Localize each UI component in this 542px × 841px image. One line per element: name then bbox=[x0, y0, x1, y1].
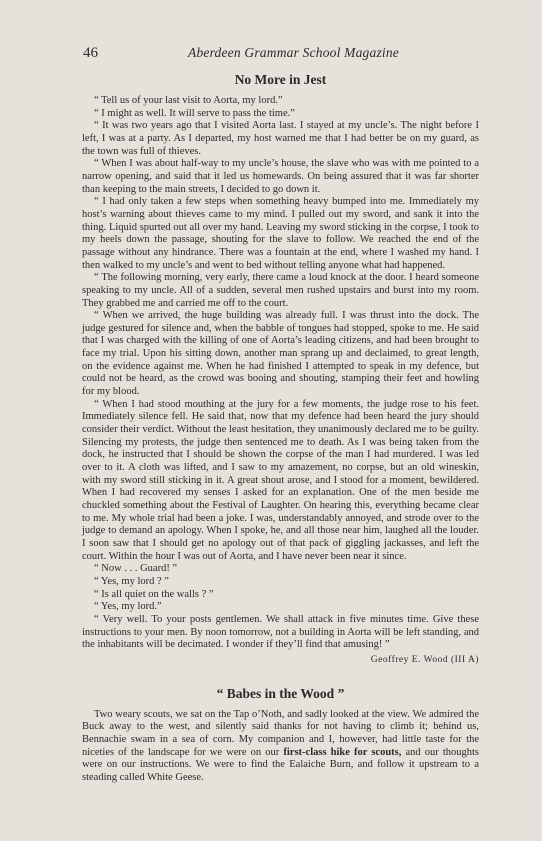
paragraph: “ When we arrived, the huge building was already full. I was thrust into the dock. The judge gestured for silence and, when the babble of tongues had stopped, spoke to me. He said that I was charged with the killing of one of Aorta’s leading citizens, and had been brought to face my trial. Upon his sitting down, another man sprang up and declaimed, to great length, on the evidence against me. When he had finished I attempted to speak in my defence, but could not be heard, as the crowd was booing and shouting, stamping their feet and howling for my blood. bbox=[82, 310, 479, 398]
dialogue-line: “ Now . . . Guard! ” bbox=[94, 563, 178, 575]
paragraph: “ When I was about half-way to my uncle’s house, the slave who was with me pointed to a narrow opening, and said that it led us homewards. On being assured that it was far shorter than keeping to the main streets, I decided to go down it. bbox=[82, 158, 479, 195]
paragraph-text: Two weary scouts, we sat on the Tap o’Noth, and sadly looked at the view. We admired the Buck away to the west, and silently said thanks for not having to climb it; behind us, Bennachie swam in a sea of corn. My companion and I, however, had little taste for the niceties of the landscape for we were on our bbox=[82, 708, 479, 758]
page-header bbox=[82, 38, 479, 60]
bold-phrase: first-class hike for scouts, bbox=[283, 746, 402, 758]
page-number: 46 bbox=[83, 45, 98, 61]
dialogue-line: “ Yes, my lord.” bbox=[94, 601, 162, 613]
magazine-title: Aberdeen Grammar School Magazine bbox=[188, 45, 399, 60]
paragraph: “ When I had stood mouthing at the jury for a few moments, the judge rose to his feet. Immediately silence fell. He said that, now that my defence had been heard the jury should consider their verdict. Without the least hesitation, they unanimously declared me to be guilty. Silencing my protests, the judge then sentenced me to death. As I was being taken from the dock, he instructed that I should be shown the corpse of the man I had murdered. I was led over to it. A cloth was lifted, and I saw to my amazement, no corpse, but an old wineskin, with my sword still sticking in it. A great shout arose, and I stood for a moment, bewildered. When I had recovered my senses I asked for an explanation. One of the men beside me chuckled something about the Festival of Laughter. On hearing this, everything became clear to me. My whole trial had been a joke. I was, understandably annoyed, and strode over to the judge to demand an apology. When I spoke, he, and all those near him, laughed all the louder. I soon saw that I should get no apology out of that pack of giggling jackasses, and left the court. Within the hour I was out of Aorta, and I have never been near it since. bbox=[82, 398, 479, 562]
article-body bbox=[82, 95, 479, 652]
paragraph: “ Very well. To your posts gentlemen. We shall attack in five minutes time. Give these instructions to your men. By noon tomorrow, not a building in Aorta will be left standing, and the inhabitants will be decimated. I wonder if they’ll find that amusing! ” bbox=[82, 613, 479, 651]
article-title: “ Babes in the Wood ” bbox=[216, 685, 345, 701]
paragraph: “ The following morning, very early, there came a loud knock at the door. I heard someone speaking to my uncle. All of a sudden, several men rushed upstairs and burst into my room. They grabbed me and carried me off to the court. bbox=[82, 272, 479, 309]
author-signature: Geoffrey E. Wood (III A) bbox=[370, 654, 479, 665]
paragraph: “ It was two years ago that I visited Aorta last. I stayed at my uncle’s. The night before I left, I was at a party. As I departed, my host warned me that I had better be on my guard, as the town was full of thieves. bbox=[82, 120, 479, 157]
paragraph: “ Tell us of your last visit to Aorta, my lord.” bbox=[94, 95, 283, 106]
dialogue-line: “ Yes, my lord ? ” bbox=[94, 575, 169, 587]
paragraph-text: and our thoughts were on our instructions. We were to find the Ealaiche Burn, and follow it upstream to a steading called White Geese. bbox=[82, 746, 480, 783]
paragraph: “ I had only taken a few steps when something heavy bumped into me. Immediately my host’s warning about thieves came to my mind. I pulled out my sword, and sank it into the thing. Liquid spurted out all over my hand. Leaving my sword sticking in the corpse, I took to my heels down the passage, shouting for the slave to follow. We reached the end of the passage without any hindrance. There was a fountain at the end, where I washed my hand. I then walked to my uncle’s and went to bed without telling anyone what had happened. bbox=[82, 196, 479, 271]
paragraph bbox=[82, 709, 479, 785]
article-title: No More in Jest bbox=[234, 72, 327, 87]
dialogue-line: “ Is all quiet on the walls ? ” bbox=[94, 588, 214, 600]
paragraph: “ I might as well. It will serve to pass the time.” bbox=[94, 107, 295, 119]
